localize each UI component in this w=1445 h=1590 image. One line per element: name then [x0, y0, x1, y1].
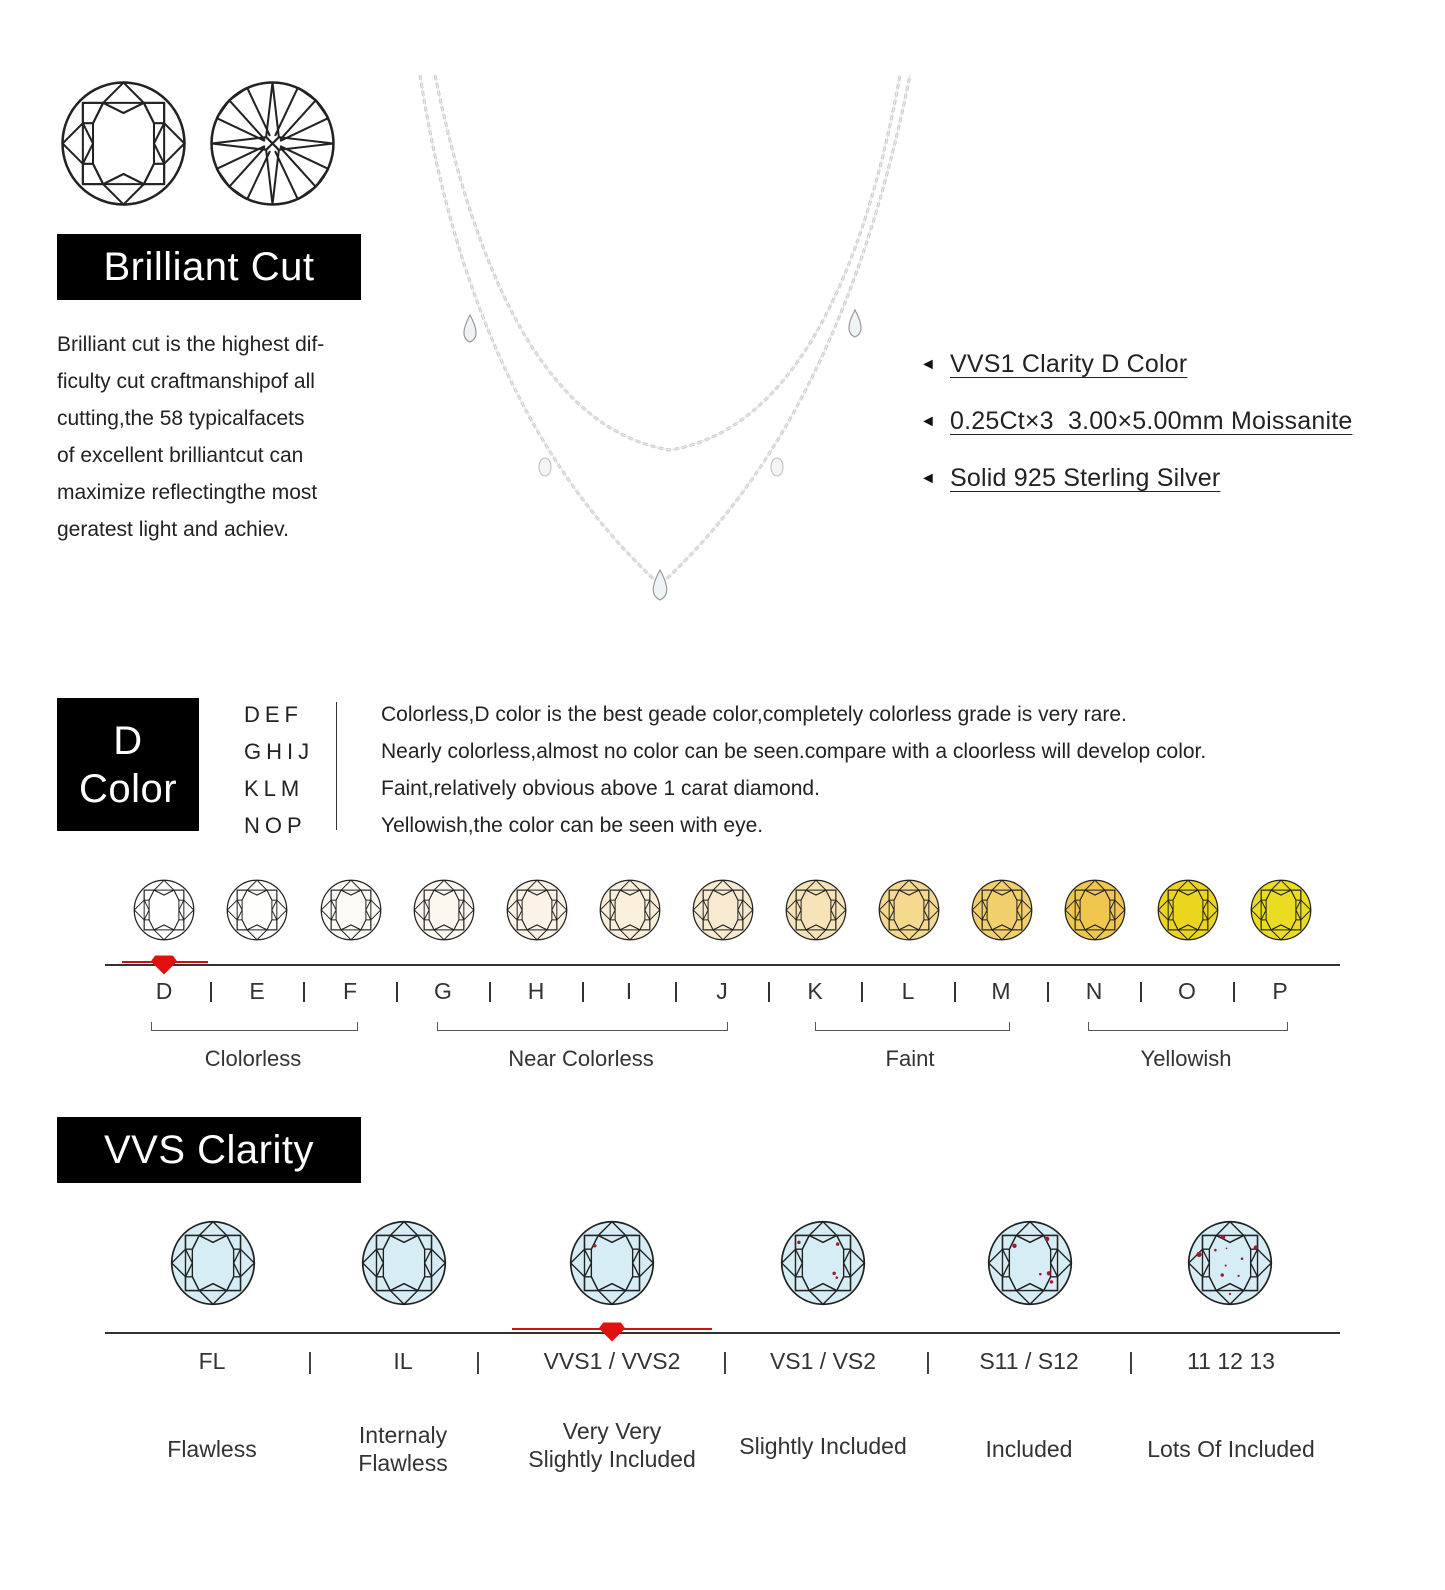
clarity-name-slightly-included: Slightly Included	[739, 1433, 907, 1459]
clarity-code-fl: FL	[198, 1348, 226, 1374]
left-arrow-icon: ◄	[920, 355, 936, 373]
color-scale-axis	[105, 964, 1340, 966]
necklace-product-image	[415, 70, 915, 630]
grade-separator	[303, 982, 305, 1002]
gem-p-icon	[1250, 879, 1312, 941]
grade-description: Colorless,D color is the best geade color,completely colorless grade is very rare.	[381, 703, 1127, 726]
brilliant-cut-title: Brilliant Cut	[103, 244, 315, 289]
grade-letter: L	[901, 978, 915, 1004]
grade-separator	[210, 982, 212, 1002]
bracket-near-colorless	[437, 1022, 728, 1031]
brilliant-cut-heading	[57, 234, 361, 300]
grade-group-ghij: GHIJ	[244, 739, 315, 764]
clarity-scale-axis	[105, 1332, 1340, 1334]
clarity-code-i: 11 12 13	[1187, 1348, 1275, 1374]
description-line: maximize reflectingthe most	[57, 481, 318, 504]
vvs-clarity-heading	[57, 1117, 361, 1183]
grade-letter: K	[807, 978, 823, 1004]
description-line: of excellent brilliantcut can	[57, 444, 304, 467]
grade-description: Yellowish,the color can be seen with eye.	[381, 814, 764, 837]
d-color-word: Color	[78, 766, 178, 811]
gem-pavilion-star-view-icon	[209, 80, 336, 207]
gem-n-icon	[1064, 879, 1126, 941]
grade-separator	[396, 982, 398, 1002]
grade-description: Nearly colorless,almost no color can be seen.compare with a cloorless will develop color.	[381, 740, 1207, 763]
grade-separator	[489, 982, 491, 1002]
left-arrow-icon: ◄	[920, 412, 936, 430]
clarity-gem-i-icon	[1187, 1220, 1273, 1306]
grade-letter: J	[716, 978, 728, 1004]
clarity-name-included: Included	[985, 1436, 1073, 1462]
clarity-name-lots-of-included: Lots Of Included	[1147, 1436, 1315, 1462]
clarity-separator: |	[1128, 1348, 1134, 1374]
clarity-gem-vvs-icon	[569, 1220, 655, 1306]
clarity-separator: |	[722, 1348, 728, 1374]
brilliant-cut-description	[57, 326, 377, 548]
grade-letter: M	[991, 978, 1011, 1004]
bracket-label-near-colorless: Near Colorless	[508, 1046, 654, 1071]
grade-group-nop: NOP	[244, 813, 307, 838]
grade-separator	[768, 982, 770, 1002]
clarity-separator: |	[475, 1348, 481, 1374]
clarity-separator: |	[925, 1348, 931, 1374]
left-arrow-icon: ◄	[920, 469, 936, 487]
bracket-yellowish	[1088, 1022, 1288, 1031]
gem-k-icon	[785, 879, 847, 941]
d-color-heading	[57, 698, 199, 831]
grade-separator	[1140, 982, 1142, 1002]
bracket-label-faint: Faint	[885, 1046, 935, 1071]
clarity-name-internally-flawless: Internaly Flawless	[358, 1422, 448, 1476]
clarity-gem-si-icon	[987, 1220, 1073, 1306]
bracket-faint	[815, 1022, 1010, 1031]
gem-l-icon	[878, 879, 940, 941]
grade-description: Faint,relatively obvious above 1 carat diamond.	[381, 777, 820, 800]
spec-item	[920, 393, 1352, 450]
gem-o-icon	[1157, 879, 1219, 941]
grade-letter: H	[527, 978, 545, 1004]
vertical-divider	[336, 702, 337, 830]
clarity-name-flawless: Flawless	[167, 1436, 257, 1462]
grade-separator	[582, 982, 584, 1002]
spec-clarity-color: VVS1 Clarity D Color	[950, 350, 1188, 378]
grade-letter: G	[434, 978, 452, 1004]
color-grade-groups	[244, 696, 314, 844]
clarity-separator: |	[307, 1348, 313, 1374]
spec-item	[920, 450, 1352, 507]
grade-letter: D	[155, 978, 173, 1004]
clarity-gem-fl-icon	[170, 1220, 256, 1306]
grade-separator	[954, 982, 956, 1002]
gem-j-icon	[692, 879, 754, 941]
selected-grade-marker-icon	[148, 954, 180, 976]
description-line: ficulty cut craftmanshipof all	[57, 370, 315, 393]
clarity-code-vvs: VVS1 / VVS2	[543, 1348, 681, 1374]
spec-item	[920, 336, 1352, 393]
clarity-code-si: S11 / S12	[979, 1348, 1079, 1374]
spec-material: Solid 925 Sterling Silver	[950, 464, 1221, 492]
grade-letter: I	[625, 978, 633, 1004]
clarity-code-vs: VS1 / VS2	[769, 1348, 877, 1374]
grade-group-klm: KLM	[244, 776, 305, 801]
gem-f-icon	[320, 879, 382, 941]
description-line: Brilliant cut is the highest dif-	[57, 333, 325, 356]
grade-separator	[1233, 982, 1235, 1002]
grade-separator	[861, 982, 863, 1002]
gem-crown-top-view-icon	[60, 80, 187, 207]
grade-letter: E	[249, 978, 265, 1004]
grade-letter: O	[1178, 978, 1196, 1004]
vvs-clarity-title: VVS Clarity	[104, 1127, 314, 1172]
grade-separator	[1047, 982, 1049, 1002]
grade-letter: N	[1085, 978, 1103, 1004]
gem-d-icon	[133, 879, 195, 941]
spec-list	[920, 336, 1352, 507]
description-line: cutting,the 58 typicalfacets	[57, 407, 305, 430]
clarity-name-vvs: Very Very Slightly Included	[528, 1418, 696, 1472]
gem-g-icon	[413, 879, 475, 941]
bracket-label-yellowish: Yellowish	[1140, 1046, 1232, 1071]
d-color-letter: D	[113, 718, 143, 763]
bracket-colorless	[151, 1022, 358, 1031]
color-grade-descriptions	[381, 696, 1206, 844]
selected-grade-marker-icon	[596, 1321, 628, 1343]
bracket-label-colorless: Clolorless	[204, 1046, 302, 1071]
grade-separator	[675, 982, 677, 1002]
gem-h-icon	[506, 879, 568, 941]
grade-letter: F	[342, 978, 358, 1004]
gem-e-icon	[226, 879, 288, 941]
clarity-code-il: IL	[393, 1348, 413, 1374]
description-line: geratest light and achiev.	[57, 518, 289, 541]
grade-group-def: DEF	[244, 702, 303, 727]
clarity-gem-vs-icon	[780, 1220, 866, 1306]
gem-m-icon	[971, 879, 1033, 941]
gem-i-icon	[599, 879, 661, 941]
clarity-gem-il-icon	[361, 1220, 447, 1306]
grade-letter: P	[1272, 978, 1288, 1004]
spec-stone-size: 0.25Ct×3 3.00×5.00mm Moissanite	[950, 407, 1353, 435]
